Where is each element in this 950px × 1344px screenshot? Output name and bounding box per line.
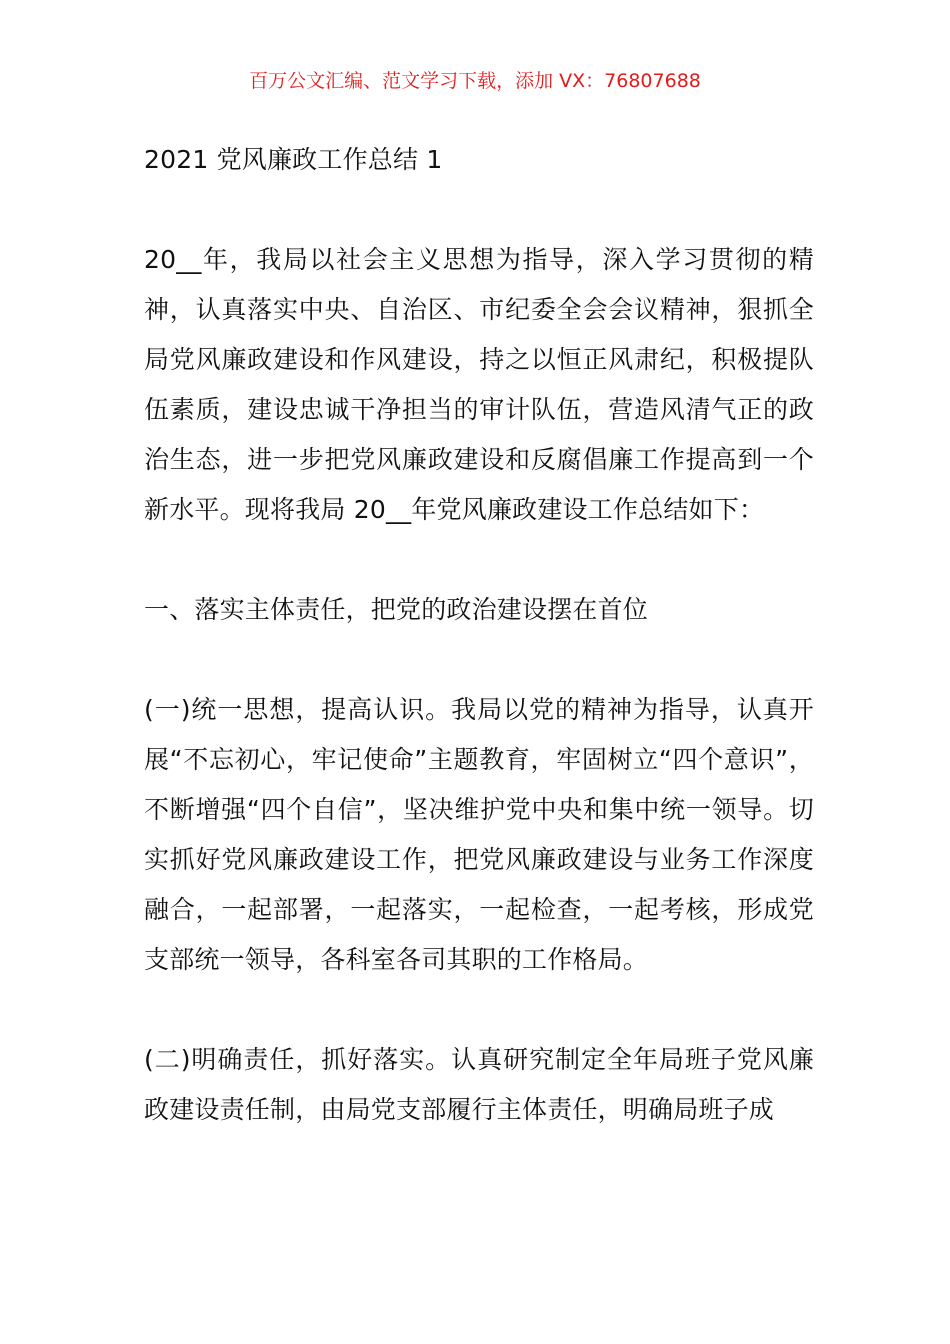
paragraph-section-1-2: (二)明确责任，抓好落实。认真研究制定全年局班子党风廉政建设责任制，由局党支部履行主体责任，明确局班子成 [144, 1045, 814, 1124]
section-heading-1: 一、落实主体责任，把党的政治建设摆在首位 [144, 595, 649, 624]
document-body [144, 135, 814, 1135]
document-title: 2021 党风廉政工作总结 1 [144, 145, 443, 174]
paragraph-intro: 20__年，我局以社会主义思想为指导，深入学习贯彻的精神，认真落实中央、自治区、市纪委全会会议精神，狠抓全局党风廉政建设和作风建设，持之以恒正风肃纪，积极提队伍素质，建设忠诚干净担当的审计队伍，营造风清气正的政治生态，进一步把党风廉政建设和反腐倡廉工作提高到一个新水平。现将我局 20__年党风廉政建设工作总结如下： [144, 245, 814, 524]
paragraph-section-1-1: (一)统一思想，提高认识。我局以党的精神为指导，认真开展“不忘初心，牢记使命”主题教育，牢固树立“四个意识”，不断增强“四个自信”，坚决维护党中央和集中统一领导。切实抓好党风廉政建设工作，把党风廉政建设与业务工作深度融合，一起部署，一起落实，一起检查，一起考核，形成党支部统一领导，各科室各司其职的工作格局。 [144, 695, 814, 974]
header-watermark: 百万公文汇编、范文学习下载，添加 VX：76807688 [249, 70, 701, 92]
